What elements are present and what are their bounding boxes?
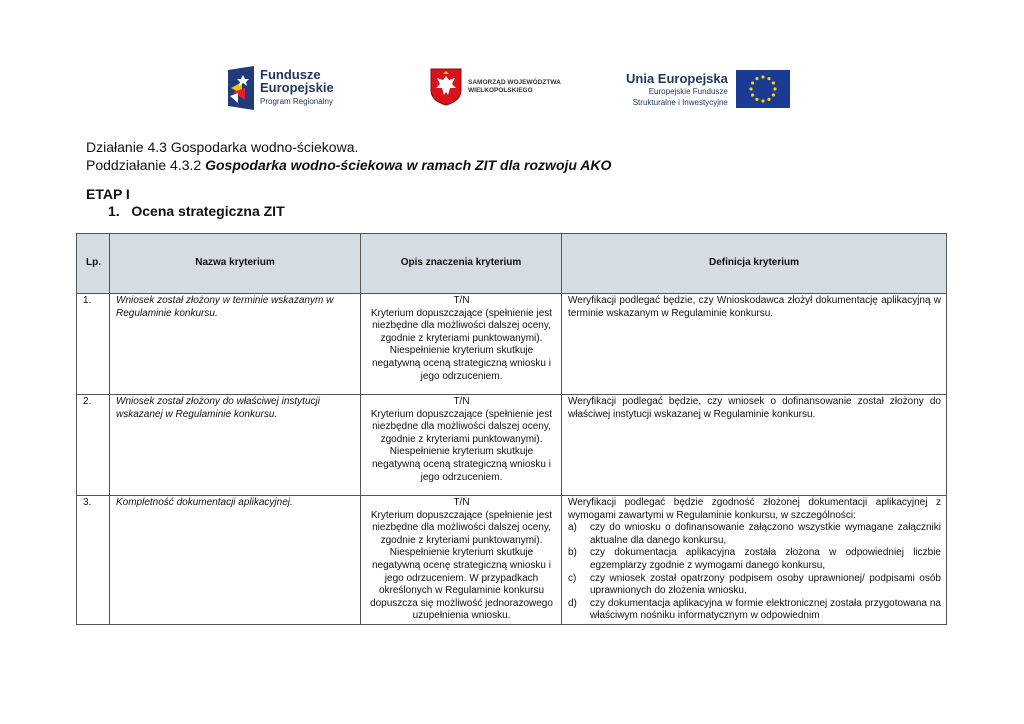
criterion-description (361, 395, 562, 496)
criterion-description (361, 496, 562, 625)
criterion-type: T/N (453, 295, 470, 306)
ue-line1: Unia Europejska (626, 70, 728, 86)
list-text: czy dokumentacja aplikacyjna została złożona w odpowiedniej liczbie egzemplarzy zgodnie z wymogami danego konkursu, (590, 547, 941, 571)
list-text: czy do wniosku o dofinansowanie załączono wszystkie wymagane załączniki aktualne dla danego konkursu, (590, 522, 941, 546)
list-marker: a) (568, 522, 577, 534)
subaction-name: Gospodarka wodno-ściekowa w ramach ZIT dla rozwoju AKO (205, 157, 612, 173)
eu-flag-icon (736, 70, 790, 108)
list-marker: c) (568, 572, 577, 584)
samorzad-line2: WIELKOPOLSKIEGO (468, 87, 533, 94)
section-name: Ocena strategiczna ZIT (131, 203, 285, 219)
samorzad-logo (430, 68, 561, 106)
table-row (77, 496, 947, 625)
criterion-name: Kompletność dokumentacji aplikacyjnej. (110, 496, 361, 625)
subaction-title (86, 156, 611, 174)
definition-intro: Weryfikacji podlegać będzie zgodność złożonej dokumentacji aplikacyjnej z wymogami zawartymi w Regulaminie konkursu, w szczególności: (568, 497, 941, 521)
criterion-description-text: Kryterium dopuszczające (spełnienie jest niezbędne dla możliwości dalszej oceny, zgodnie z kryteriami punktowanymi). Niespełnienie kryterium skutkuje negatywną oceną strategiczną wniosku i jego odrzuceniem. (370, 408, 553, 483)
fundusze-line2: Europejskie (260, 80, 334, 95)
table-row (77, 294, 947, 395)
header-description: Opis znaczenia kryterium (361, 234, 562, 294)
criterion-type: T/N (453, 497, 470, 508)
wielkopolska-eagle-crest-icon (430, 68, 462, 106)
criterion-name: Wniosek został złożony do właściwej instytucji wskazanej w Regulaminie konkursu. (110, 395, 361, 496)
fundusze-line3: Program Regionalny (260, 97, 333, 106)
fundusze-europejskie-logo (228, 66, 334, 110)
list-text: czy wniosek został opatrzony podpisem osoby uprawnionej/ podpisami osób uprawnionych do złożenia wniosku, (590, 572, 941, 597)
criterion-description-text: Kryterium dopuszczające (spełnienie jest niezbędne dla możliwości dalszej oceny, zgodnie z kryteriami punktowanymi). Niespełnienie kryterium skutkuje negatywną ocenę strategiczną wniosku i jego odrzuceniem. W przypadkach określonych w Regulaminie konkursu dopuszcza się możliwość jednorazowego uzupełnienia wniosku. (370, 509, 553, 622)
subaction-prefix: Poddziałanie 4.3.2 (86, 157, 206, 173)
section-title (108, 203, 285, 219)
criterion-description-text: Kryterium dopuszczające (spełnienie jest niezbędne dla możliwości dalszej oceny, zgodnie z kryteriami punktowanymi). Niespełnienie kryterium skutkuje negatywną oceną strategiczną wniosku i jego odrzuceniem. (370, 307, 553, 382)
table-row (77, 395, 947, 496)
section-number: 1. (108, 203, 120, 219)
list-marker: b) (568, 547, 577, 559)
ue-line3: Strukturalne i Inwestycyjne (632, 97, 728, 107)
action-title: Działanie 4.3 Gospodarka wodno-ściekowa. (86, 139, 359, 155)
logo-bar (0, 60, 1024, 120)
unia-europejska-logo (626, 70, 790, 108)
criterion-definition (562, 496, 947, 625)
list-item (568, 598, 941, 623)
row-number: 1. (77, 294, 110, 395)
samorzad-line1: SAMORZĄD WOJEWÓDZTWA (468, 79, 561, 86)
list-text: czy dokumentacja aplikacyjna w formie elektronicznej została przygotowana na właściwym nośniku informatycznym w odpowiednim (590, 597, 941, 622)
row-number: 2. (77, 395, 110, 496)
criterion-type: T/N (453, 396, 470, 407)
criterion-definition: Weryfikacji podlegać będzie, czy wniosek o dofinansowanie został złożony do właściwej instytucji wskazanej w Regulaminie konkursu. (562, 395, 947, 496)
criterion-description (361, 294, 562, 395)
ue-line2: Europejskie Fundusze (648, 86, 728, 96)
list-marker: d) (568, 597, 577, 609)
fundusze-europejskie-emblem-icon (228, 66, 254, 110)
stage-title: ETAP I (86, 186, 130, 202)
definition-list (568, 522, 941, 623)
header-lp: Lp. (77, 234, 110, 294)
list-item (568, 547, 941, 572)
fundusze-line1: Fundusze (260, 67, 321, 82)
header-name: Nazwa kryterium (110, 234, 361, 294)
criterion-name: Wniosek został złożony w terminie wskazanym w Regulaminie konkursu. (110, 294, 361, 395)
criteria-table (76, 233, 947, 625)
criterion-definition: Weryfikacji podlegać będzie, czy Wnioskodawca złożył dokumentację aplikacyjną w terminie wskazanym w Regulaminie konkursu. (562, 294, 947, 395)
table-header-row (77, 234, 947, 294)
row-number: 3. (77, 496, 110, 625)
list-item (568, 522, 941, 547)
header-definition: Definicja kryterium (562, 234, 947, 294)
document-heading (86, 138, 611, 174)
list-item (568, 573, 941, 598)
